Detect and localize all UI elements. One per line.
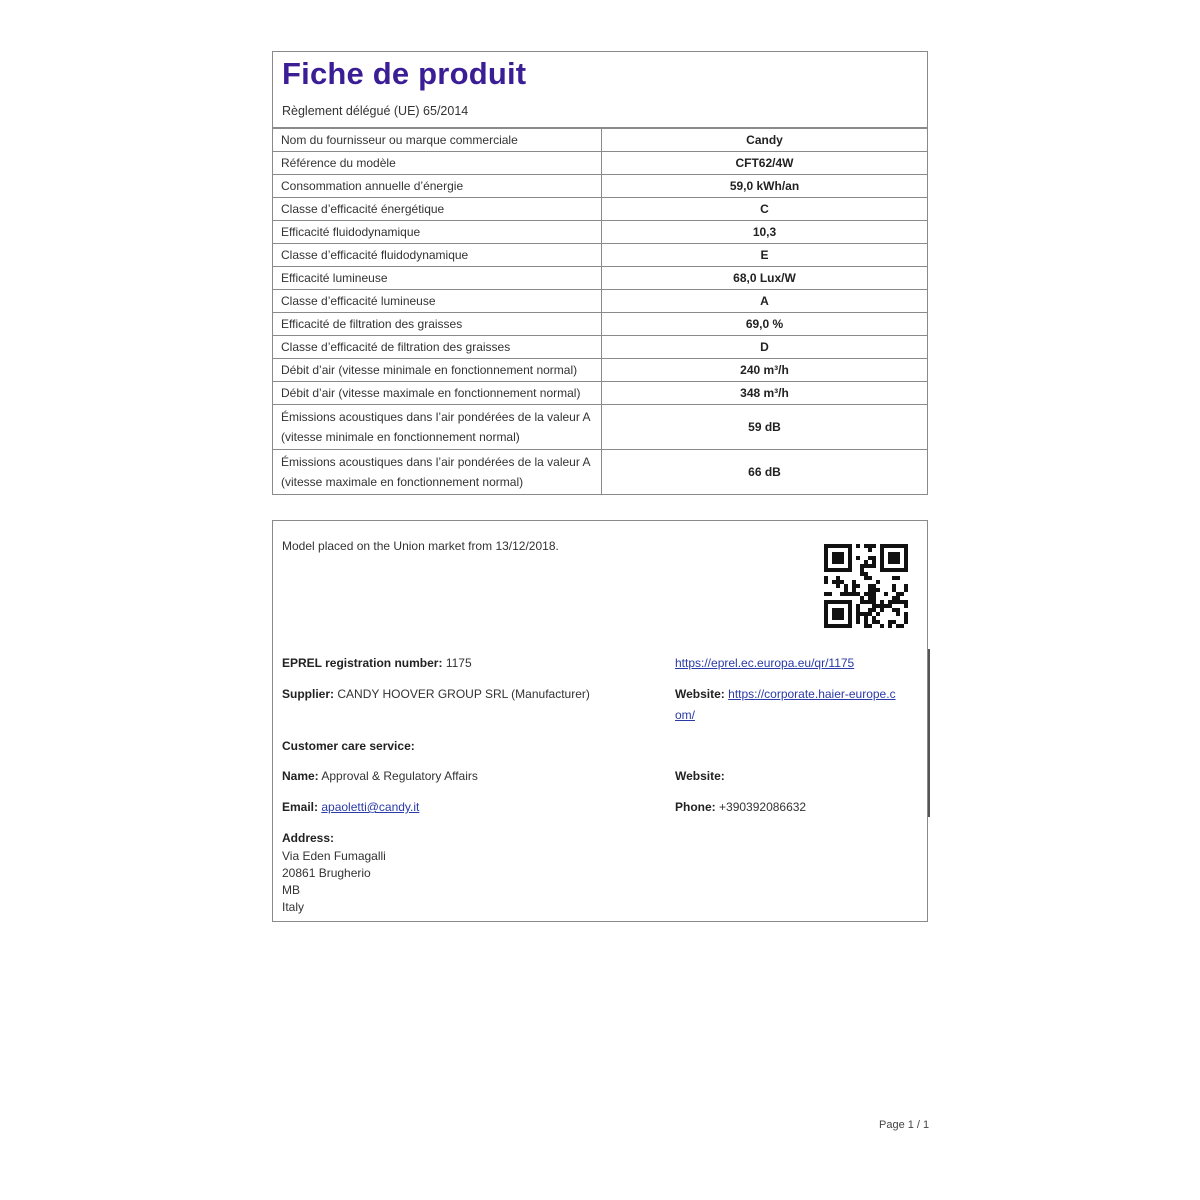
- qr-module: [896, 560, 900, 564]
- qr-module: [892, 576, 896, 580]
- qr-module: [884, 604, 888, 608]
- qr-module: [864, 544, 868, 548]
- care-website-label: Website:: [675, 769, 725, 783]
- table-row: [273, 175, 928, 198]
- care-email-label: Email:: [282, 800, 319, 814]
- qr-module: [896, 612, 900, 616]
- row-label: Efficacité de filtration des graisses: [273, 313, 602, 336]
- qr-module: [904, 564, 908, 568]
- qr-module: [848, 604, 852, 608]
- qr-module: [824, 548, 828, 552]
- row-label: Nom du fournisseur ou marque commerciale: [273, 129, 602, 152]
- qr-module: [836, 624, 840, 628]
- qr-module: [872, 588, 876, 592]
- qr-module: [876, 612, 880, 616]
- qr-module: [836, 556, 840, 560]
- qr-module: [848, 624, 852, 628]
- qr-module: [904, 612, 908, 616]
- qr-module: [872, 596, 876, 600]
- qr-module: [872, 620, 876, 624]
- row-value: A: [602, 290, 928, 313]
- qr-module: [848, 616, 852, 620]
- qr-module: [868, 556, 872, 560]
- qr-module: [860, 572, 864, 576]
- row-label: [273, 450, 602, 495]
- qr-module: [868, 608, 872, 612]
- qr-module: [900, 600, 904, 604]
- care-email-link[interactable]: apaoletti@candy.it: [321, 800, 420, 814]
- qr-module: [868, 624, 872, 628]
- care-name-line: [282, 769, 478, 783]
- qr-module: [856, 620, 860, 624]
- qr-module: [860, 612, 864, 616]
- row-label: Débit d’air (vitesse maximale en fonctionnement normal): [273, 382, 602, 405]
- regulation-subtitle: Règlement délégué (UE) 65/2014: [282, 104, 469, 118]
- supplier-line: [282, 687, 590, 701]
- qr-module: [892, 568, 896, 572]
- row-value: 59 dB: [602, 405, 928, 450]
- qr-module: [892, 588, 896, 592]
- qr-module: [840, 612, 844, 616]
- row-value: D: [602, 336, 928, 359]
- qr-module: [848, 544, 852, 548]
- qr-module: [848, 608, 852, 612]
- qr-module: [868, 576, 872, 580]
- qr-module: [828, 600, 832, 604]
- qr-module: [832, 544, 836, 548]
- care-name-value: Approval & Regulatory Affairs: [321, 769, 478, 783]
- qr-module: [848, 564, 852, 568]
- qr-module: [904, 544, 908, 548]
- qr-module: [832, 556, 836, 560]
- qr-module: [864, 616, 868, 620]
- qr-module: [824, 552, 828, 556]
- qr-module: [892, 600, 896, 604]
- qr-code-icon[interactable]: [824, 543, 908, 629]
- qr-module: [888, 568, 892, 572]
- qr-module: [896, 600, 900, 604]
- qr-module: [904, 620, 908, 624]
- qr-module: [832, 568, 836, 572]
- qr-module: [872, 604, 876, 608]
- eprel-registration: [282, 656, 472, 670]
- qr-module: [852, 588, 856, 592]
- row-label-line: Émissions acoustiques dans l’air pondérées de la valeur A: [281, 410, 591, 424]
- qr-module: [836, 576, 840, 580]
- qr-module: [892, 596, 896, 600]
- qr-module: [840, 624, 844, 628]
- qr-module: [880, 604, 884, 608]
- qr-module: [856, 604, 860, 608]
- qr-module: [840, 600, 844, 604]
- qr-module: [852, 584, 856, 588]
- qr-module: [904, 604, 908, 608]
- table-row: [273, 152, 928, 175]
- qr-module: [868, 596, 872, 600]
- qr-module: [844, 592, 848, 596]
- table-row: [273, 290, 928, 313]
- qr-module: [892, 544, 896, 548]
- qr-module: [864, 564, 868, 568]
- qr-module: [868, 564, 872, 568]
- qr-module: [872, 560, 876, 564]
- qr-module: [832, 608, 836, 612]
- qr-module: [868, 592, 872, 596]
- row-value: 10,3: [602, 221, 928, 244]
- qr-module: [868, 588, 872, 592]
- address-line: Via Eden Fumagalli: [282, 849, 386, 863]
- qr-module: [896, 552, 900, 556]
- qr-module: [864, 620, 868, 624]
- qr-module: [880, 600, 884, 604]
- row-label: Classe d’efficacité énergétique: [273, 198, 602, 221]
- qr-module: [880, 548, 884, 552]
- qr-module: [896, 576, 900, 580]
- table-row: [273, 198, 928, 221]
- qr-module: [876, 604, 880, 608]
- qr-module: [836, 612, 840, 616]
- qr-module: [864, 560, 868, 564]
- qr-module: [880, 556, 884, 560]
- qr-module: [848, 612, 852, 616]
- qr-module: [904, 600, 908, 604]
- qr-module: [824, 616, 828, 620]
- qr-module: [884, 568, 888, 572]
- qr-module: [856, 584, 860, 588]
- qr-module: [836, 600, 840, 604]
- qr-module: [852, 580, 856, 584]
- table-row: [273, 267, 928, 290]
- qr-module: [856, 612, 860, 616]
- qr-module: [888, 552, 892, 556]
- eprel-info-box: [272, 520, 928, 922]
- qr-module: [828, 544, 832, 548]
- qr-module: [844, 588, 848, 592]
- market-date-text: Model placed on the Union market from 13/12/2018.: [282, 539, 559, 553]
- qr-module: [896, 556, 900, 560]
- qr-module: [824, 604, 828, 608]
- qr-module: [900, 568, 904, 572]
- qr-module: [840, 544, 844, 548]
- row-label-line: Émissions acoustiques dans l’air pondérées de la valeur A: [281, 455, 591, 469]
- row-label: Débit d’air (vitesse minimale en fonctionnement normal): [273, 359, 602, 382]
- page-number: Page 1 / 1: [879, 1119, 930, 1131]
- website-line: [675, 687, 896, 701]
- row-label: Consommation annuelle d’énergie: [273, 175, 602, 198]
- qr-module: [864, 572, 868, 576]
- row-label: Classe d’efficacité de filtration des graisses: [273, 336, 602, 359]
- row-value: Candy: [602, 129, 928, 152]
- qr-module: [904, 548, 908, 552]
- table-row: [273, 405, 928, 450]
- row-label: Classe d’efficacité fluidodynamique: [273, 244, 602, 267]
- qr-module: [856, 592, 860, 596]
- qr-module: [904, 568, 908, 572]
- supplier-value: CANDY HOOVER GROUP SRL (Manufacturer): [337, 687, 590, 701]
- row-label-line: (vitesse minimale en fonctionnement normal): [281, 430, 520, 444]
- qr-module: [868, 612, 872, 616]
- address-label: Address:: [282, 831, 335, 845]
- qr-module: [844, 584, 848, 588]
- table-row: [273, 450, 928, 495]
- row-value: 66 dB: [602, 450, 928, 495]
- product-spec-table: [272, 128, 928, 495]
- qr-module: [848, 548, 852, 552]
- qr-module: [892, 556, 896, 560]
- qr-module: [836, 616, 840, 620]
- qr-module: [892, 552, 896, 556]
- qr-module: [844, 568, 848, 572]
- qr-module: [836, 568, 840, 572]
- qr-module: [844, 600, 848, 604]
- qr-module: [832, 552, 836, 556]
- qr-module: [880, 552, 884, 556]
- address-line: MB: [282, 883, 300, 897]
- qr-module: [880, 608, 884, 612]
- qr-module: [900, 592, 904, 596]
- row-label-line: (vitesse maximale en fonctionnement normal): [281, 475, 524, 489]
- qr-module: [824, 600, 828, 604]
- qr-module: [844, 544, 848, 548]
- qr-module: [872, 600, 876, 604]
- row-label: Référence du modèle: [273, 152, 602, 175]
- page-title: Fiche de produit: [282, 56, 527, 91]
- eprel-link[interactable]: https://eprel.ec.europa.eu/qr/1175: [675, 656, 855, 670]
- row-value: 69,0 %: [602, 313, 928, 336]
- qr-module: [880, 624, 884, 628]
- header-box: [272, 51, 928, 128]
- care-phone-value: +390392086632: [719, 800, 807, 814]
- qr-module: [868, 548, 872, 552]
- qr-module: [848, 556, 852, 560]
- qr-module: [856, 556, 860, 560]
- qr-module: [864, 612, 868, 616]
- qr-module: [868, 544, 872, 548]
- qr-module: [896, 592, 900, 596]
- qr-module: [828, 624, 832, 628]
- qr-module: [824, 624, 828, 628]
- qr-module: [848, 600, 852, 604]
- row-value: 240 m³/h: [602, 359, 928, 382]
- row-value: 59,0 kWh/an: [602, 175, 928, 198]
- qr-module: [904, 584, 908, 588]
- address-line: 20861 Brugherio: [282, 866, 371, 880]
- qr-module: [832, 616, 836, 620]
- qr-module: [840, 560, 844, 564]
- website-link-continued[interactable]: om/: [675, 708, 696, 722]
- qr-module: [864, 600, 868, 604]
- qr-module: [832, 624, 836, 628]
- eprel-number: 1175: [445, 656, 472, 670]
- qr-module: [872, 564, 876, 568]
- care-email-line: [282, 800, 419, 814]
- row-value: 68,0 Lux/W: [602, 267, 928, 290]
- qr-module: [840, 580, 844, 584]
- qr-module: [828, 568, 832, 572]
- qr-module: [836, 552, 840, 556]
- supplier-label: Supplier:: [282, 687, 335, 701]
- qr-module: [872, 584, 876, 588]
- qr-module: [892, 560, 896, 564]
- qr-module: [848, 620, 852, 624]
- qr-module: [852, 592, 856, 596]
- qr-module: [848, 568, 852, 572]
- qr-module: [840, 592, 844, 596]
- qr-module: [884, 544, 888, 548]
- qr-module: [880, 560, 884, 564]
- qr-module: [844, 624, 848, 628]
- qr-module: [828, 592, 832, 596]
- table-row: [273, 359, 928, 382]
- qr-module: [892, 584, 896, 588]
- qr-module: [864, 576, 868, 580]
- qr-module: [832, 612, 836, 616]
- qr-module: [892, 608, 896, 612]
- table-row: [273, 129, 928, 152]
- row-label: Efficacité fluidodynamique: [273, 221, 602, 244]
- row-value: CFT62/4W: [602, 152, 928, 175]
- customer-care-heading: Customer care service:: [282, 739, 415, 753]
- row-label: [273, 405, 602, 450]
- qr-module: [836, 584, 840, 588]
- qr-module: [824, 576, 828, 580]
- qr-module: [876, 588, 880, 592]
- qr-module: [824, 592, 828, 596]
- table-row: [273, 221, 928, 244]
- qr-module: [872, 608, 876, 612]
- qr-module: [836, 608, 840, 612]
- qr-module: [840, 616, 844, 620]
- qr-module: [836, 560, 840, 564]
- qr-module: [832, 580, 836, 584]
- qr-module: [888, 624, 892, 628]
- qr-module: [888, 560, 892, 564]
- qr-module: [900, 624, 904, 628]
- qr-module: [904, 616, 908, 620]
- qr-module: [840, 608, 844, 612]
- qr-module: [896, 624, 900, 628]
- qr-module: [888, 620, 892, 624]
- qr-module: [868, 584, 872, 588]
- qr-module: [864, 624, 868, 628]
- qr-module: [880, 544, 884, 548]
- qr-module: [896, 544, 900, 548]
- qr-module: [880, 568, 884, 572]
- row-label: Efficacité lumineuse: [273, 267, 602, 290]
- qr-module: [888, 556, 892, 560]
- qr-module: [824, 564, 828, 568]
- table-row: [273, 382, 928, 405]
- row-value: C: [602, 198, 928, 221]
- qr-module: [836, 580, 840, 584]
- qr-module: [864, 592, 868, 596]
- qr-module: [832, 560, 836, 564]
- qr-module: [848, 592, 852, 596]
- qr-module: [876, 620, 880, 624]
- qr-module: [840, 568, 844, 572]
- qr-module: [888, 604, 892, 608]
- qr-module: [888, 544, 892, 548]
- qr-module: [892, 620, 896, 624]
- website-label: Website:: [675, 687, 725, 701]
- qr-module: [876, 580, 880, 584]
- qr-module: [840, 552, 844, 556]
- qr-module: [856, 544, 860, 548]
- table-row: [273, 244, 928, 267]
- qr-module: [896, 568, 900, 572]
- qr-module: [904, 556, 908, 560]
- qr-module: [856, 608, 860, 612]
- qr-module: [880, 564, 884, 568]
- qr-module: [824, 620, 828, 624]
- qr-module: [896, 596, 900, 600]
- qr-module: [872, 616, 876, 620]
- qr-module: [824, 608, 828, 612]
- qr-module: [904, 552, 908, 556]
- qr-module: [904, 588, 908, 592]
- qr-module: [872, 556, 876, 560]
- qr-module: [824, 556, 828, 560]
- qr-module: [888, 600, 892, 604]
- qr-module: [884, 592, 888, 596]
- row-value: 348 m³/h: [602, 382, 928, 405]
- table-row: [273, 336, 928, 359]
- qr-module: [848, 552, 852, 556]
- qr-module: [872, 592, 876, 596]
- row-value: E: [602, 244, 928, 267]
- care-phone-label: Phone:: [675, 800, 716, 814]
- qr-module: [900, 544, 904, 548]
- care-phone-line: [675, 800, 806, 814]
- qr-module: [856, 616, 860, 620]
- qr-module: [896, 608, 900, 612]
- qr-module: [824, 580, 828, 584]
- row-label: Classe d’efficacité lumineuse: [273, 290, 602, 313]
- website-link[interactable]: https://corporate.haier-europe.c: [728, 687, 896, 701]
- qr-module: [868, 600, 872, 604]
- qr-module: [848, 560, 852, 564]
- eprel-label: EPREL registration number:: [282, 656, 443, 670]
- care-name-label: Name:: [282, 769, 319, 783]
- column-divider: [928, 649, 930, 817]
- address-line: Italy: [282, 900, 305, 914]
- qr-module: [860, 564, 864, 568]
- qr-module: [832, 600, 836, 604]
- qr-module: [824, 560, 828, 564]
- qr-module: [860, 568, 864, 572]
- qr-module: [824, 612, 828, 616]
- table-row: [273, 313, 928, 336]
- qr-module: [872, 544, 876, 548]
- qr-module: [860, 596, 864, 600]
- qr-module: [824, 568, 828, 572]
- qr-module: [836, 544, 840, 548]
- qr-module: [824, 544, 828, 548]
- qr-module: [904, 560, 908, 564]
- qr-module: [840, 556, 844, 560]
- qr-module: [860, 600, 864, 604]
